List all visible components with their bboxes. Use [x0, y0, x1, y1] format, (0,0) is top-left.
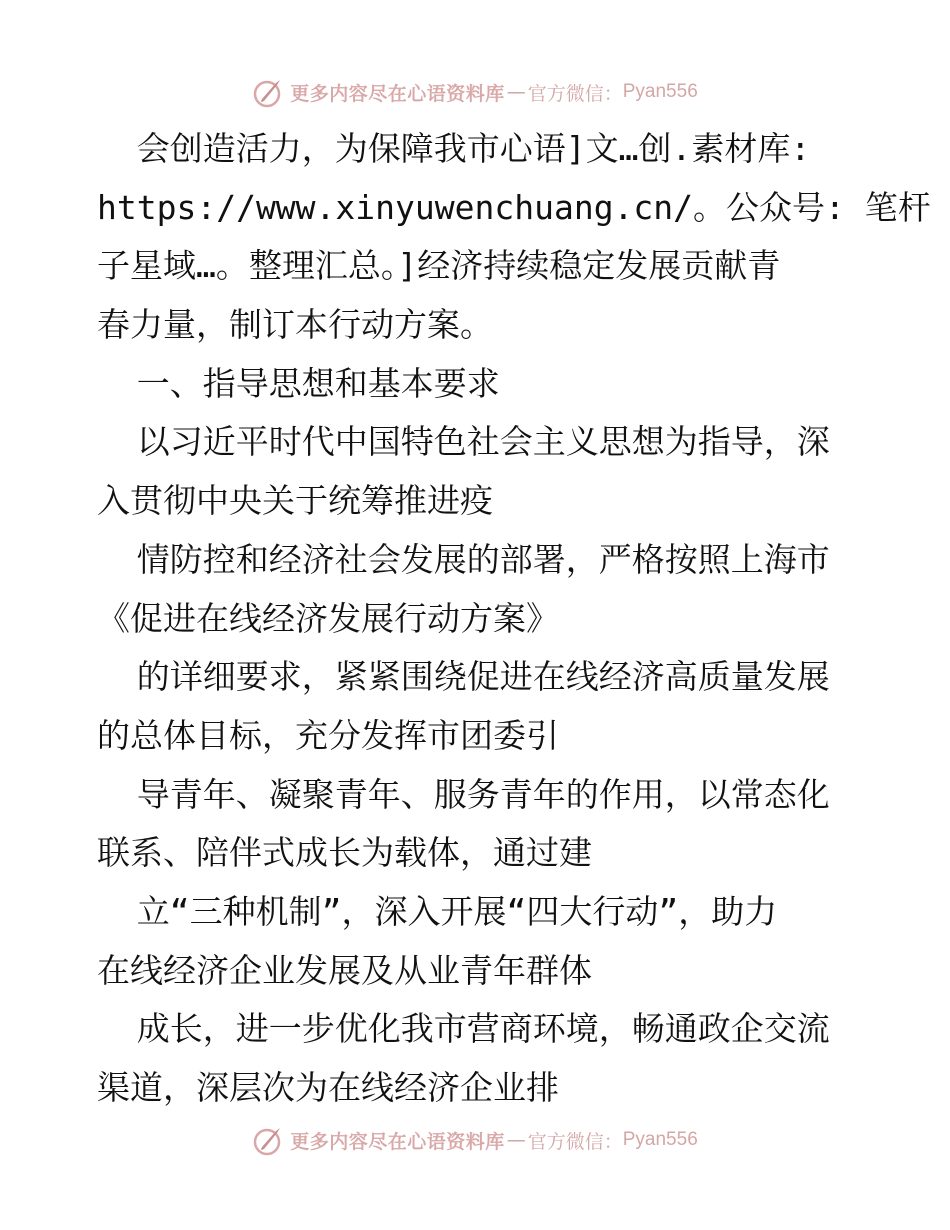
text-line: 《促进在线经济发展行动方案》 — [97, 598, 559, 638]
watermark-contact-label: 官方微信： — [527, 82, 623, 105]
watermark-contact-label: 官方微信： — [527, 1130, 623, 1153]
text-line: 联系、陪伴式成长为载体，通过建 — [97, 833, 592, 873]
watermark-wechat-id: Pyan556 — [622, 81, 698, 102]
text-line: 在线经济企业发展及从业青年群体 — [97, 950, 592, 990]
text-line: 的总体目标，充分发挥市团委引 — [97, 715, 559, 755]
text-line: 渠道，深层次为在线经济企业排 — [97, 1068, 559, 1107]
watermark-brand-text: 更多内容尽在心语资料库 — [290, 1130, 505, 1153]
brand-logo-icon — [252, 1123, 286, 1157]
watermark-wechat-id: Pyan556 — [622, 1129, 698, 1150]
text-line: https://www.xinyuwenchuang.cn/。公众号: 笔杆 — [97, 187, 931, 227]
text-line: 以习近平时代中国特色社会主义思想为指导，深 — [97, 422, 830, 462]
text-line: 立“三种机制”，深入开展“四大行动”，助力 — [97, 891, 778, 931]
text-line: 成长，进一步优化我市营商环境，畅通政企交流 — [97, 1009, 830, 1049]
text-line: 会创造活力，为保障我市心语]文…创.素材库: — [97, 129, 811, 168]
text-line: 春力量，制订本行动方案。 — [97, 305, 493, 345]
text-line: 入贯彻中央关于统筹推进疫 — [97, 481, 493, 521]
header-watermark-banner — [0, 72, 950, 112]
document-body — [97, 120, 931, 1118]
text-line: 导青年、凝聚青年、服务青年的作用，以常态化 — [97, 774, 830, 814]
brand-logo-icon — [252, 75, 286, 109]
watermark-separator: — — [506, 1129, 526, 1151]
text-line: 子星域…。整理汇总。]经济持续稳定发展贡献青 — [97, 246, 781, 286]
watermark-brand-text: 更多内容尽在心语资料库 — [290, 82, 505, 105]
footer-watermark-banner — [0, 1120, 950, 1160]
watermark-separator: — — [506, 81, 526, 103]
text-line: 情防控和经济社会发展的部署，严格按照上海市 — [97, 539, 830, 579]
section-heading: 一、指导思想和基本要求 — [97, 363, 500, 403]
text-line: 的详细要求，紧紧围绕促进在线经济高质量发展 — [97, 657, 830, 697]
